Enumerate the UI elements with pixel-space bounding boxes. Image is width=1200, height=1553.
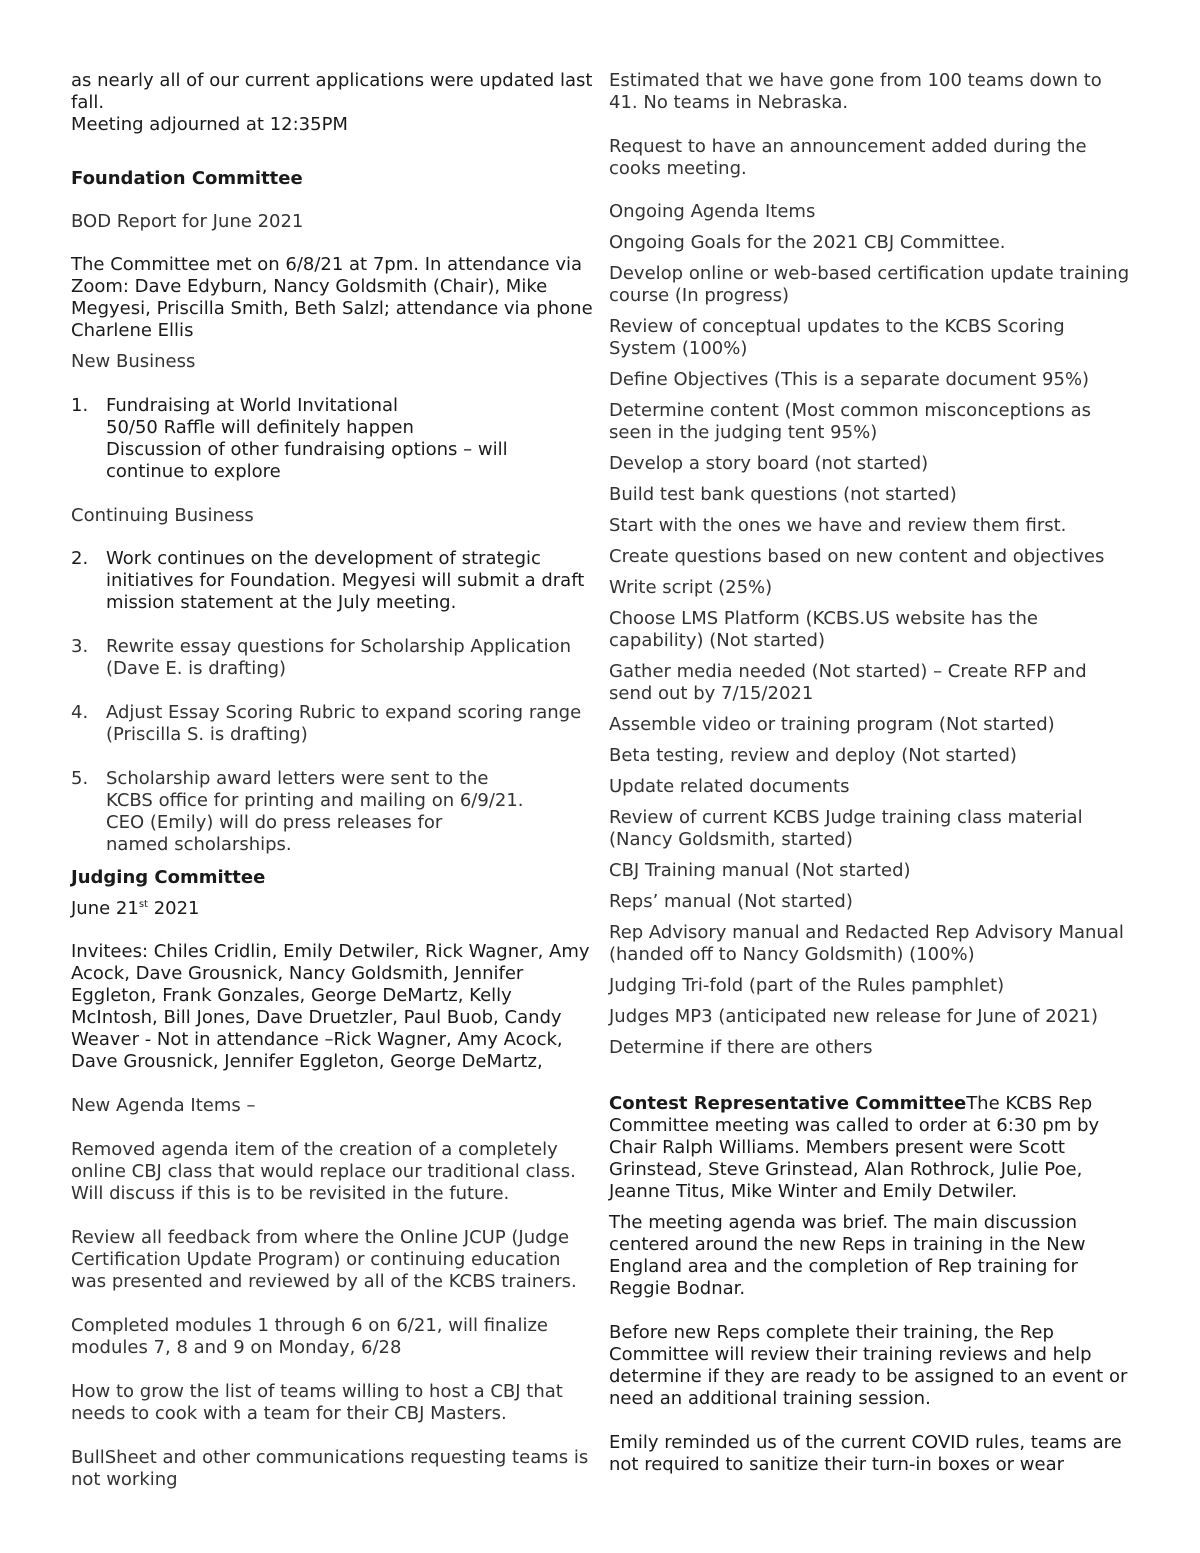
new-agenda-label: New Agenda Items – bbox=[71, 1095, 256, 1116]
list-item: Create questions based on new content and objectives bbox=[609, 546, 1105, 567]
foundation-heading: Foundation Committee bbox=[71, 168, 303, 189]
item-text: Fundraising at World Invitational bbox=[106, 395, 399, 416]
contest-paragraph: Before new Reps complete their training, the Rep Committee will review their training reviews and help determine if they are ready to be assigned to an event or need an additional training session. bbox=[609, 1322, 1128, 1409]
list-item: Gather media needed (Not started) – Create RFP and send out by 7/15/2021 bbox=[609, 661, 1087, 704]
item-text: Rewrite essay questions for Scholarship Application (Dave E. is drafting) bbox=[106, 636, 572, 679]
item-text: 50/50 Raffle will definitely happen bbox=[106, 417, 414, 438]
contest-paragraph: The meeting agenda was brief. The main discussion centered around the new Reps in training in the New England area and the completion of Rep training for Reggie Bodnar. bbox=[609, 1212, 1086, 1299]
list-item: Review of current KCBS Judge training class material (Nancy Goldsmith, started) bbox=[609, 807, 1083, 850]
item-text: CEO (Emily) will do press releases for named scholarships. bbox=[106, 812, 443, 855]
continuing-business-label: Continuing Business bbox=[71, 505, 254, 526]
list-item bbox=[71, 395, 593, 483]
list-item: Reps’ manual (Not started) bbox=[609, 891, 853, 912]
list-item: Ongoing Agenda Items bbox=[609, 201, 816, 222]
list-item bbox=[71, 636, 593, 680]
list-item: Choose LMS Platform (KCBS.US website has the capability) (Not started) bbox=[609, 608, 1038, 651]
intro-text: as nearly all of our current applications were updated last fall. bbox=[71, 70, 593, 113]
list-item: Rep Advisory manual and Redacted Rep Advisory Manual (handed off to Nancy Goldsmith) (100%) bbox=[609, 922, 1124, 965]
list-item: Judges MP3 (anticipated new release for June of 2021) bbox=[609, 1006, 1099, 1027]
adjourned-text: Meeting adjourned at 12:35PM bbox=[71, 114, 348, 135]
item-text: Scholarship award letters were sent to the bbox=[106, 768, 489, 789]
judging-date: June 21st 2021 bbox=[71, 898, 200, 919]
agenda-paragraph: Completed modules 1 through 6 on 6/21, will finalize modules 7, 8 and 9 on Monday, 6/28 bbox=[71, 1315, 548, 1358]
agenda-paragraph: Review all feedback from where the Online JCUP (Judge Certification Update Program) or continuing education was presented and reviewed by all of the KCBS trainers. bbox=[71, 1227, 577, 1292]
teams-estimate-text: Estimated that we have gone from 100 teams down to 41. No teams in Nebraska. bbox=[609, 70, 1102, 113]
list-item: Judging Tri-fold (part of the Rules pamphlet) bbox=[609, 975, 1005, 996]
item-text: Discussion of other fundraising options – will continue to explore bbox=[106, 439, 508, 482]
bod-report-text: BOD Report for June 2021 bbox=[71, 211, 304, 232]
item-number: 5. bbox=[71, 768, 89, 789]
announcement-request-text: Request to have an announcement added during the cooks meeting. bbox=[609, 136, 1087, 179]
list-item: Ongoing Goals for the 2021 CBJ Committee. bbox=[609, 232, 1006, 253]
agenda-paragraph: Removed agenda item of the creation of a completely online CBJ class that would replace our traditional class. Will discuss if this is to be revisited in the future. bbox=[71, 1139, 576, 1204]
invitees-text: Invitees: Chiles Cridlin, Emily Detwiler, Rick Wagner, Amy Acock, Dave Grousnick, Nancy Goldsmith, Jennifer Eggleton, Frank Gonzales, George DeMartz, Kelly McIntosh, Bill Jones, Dave Druetzler, Paul Buob, Candy Weaver - Not in attendance –Rick Wagner, Amy Acock, Dave Grousnick, Jennifer Eggleton, George DeMartz, bbox=[71, 941, 590, 1072]
judging-heading: Judging Committee bbox=[71, 867, 266, 888]
list-item: Update related documents bbox=[609, 776, 850, 797]
list-item: Develop a story board (not started) bbox=[609, 453, 929, 474]
contest-heading: Contest Representative Committee bbox=[609, 1093, 967, 1114]
list-item: Write script (25%) bbox=[609, 577, 773, 598]
left-column bbox=[71, 70, 593, 1491]
list-item bbox=[71, 548, 593, 614]
list-item: Beta testing, review and deploy (Not started) bbox=[609, 745, 1017, 766]
agenda-paragraph: How to grow the list of teams willing to host a CBJ that needs to cook with a team for their CBJ Masters. bbox=[71, 1381, 563, 1424]
list-item bbox=[71, 702, 593, 746]
list-item: Determine if there are others bbox=[609, 1037, 873, 1058]
new-business-label: New Business bbox=[71, 351, 196, 372]
list-item: Determine content (Most common misconceptions as seen in the judging tent 95%) bbox=[609, 400, 1091, 443]
right-column bbox=[609, 70, 1134, 1476]
agenda-paragraph: BullSheet and other communications requesting teams is not working bbox=[71, 1447, 589, 1490]
list-item: CBJ Training manual (Not started) bbox=[609, 860, 911, 881]
list-item: Develop online or web-based certification update training course (In progress) bbox=[609, 263, 1130, 306]
item-text: Adjust Essay Scoring Rubric to expand scoring range (Priscilla S. is drafting) bbox=[106, 702, 582, 745]
attendance-text: The Committee met on 6/8/21 at 7pm. In attendance via Zoom: Dave Edyburn, Nancy Goldsmith (Chair), Mike Megyesi, Priscilla Smith, Beth Salzl; attendance via phone Charlene Ellis bbox=[71, 254, 593, 341]
list-item: Define Objectives (This is a separate document 95%) bbox=[609, 369, 1090, 390]
item-number: 1. bbox=[71, 395, 89, 416]
list-item: Assemble video or training program (Not started) bbox=[609, 714, 1055, 735]
item-text: Work continues on the development of strategic initiatives for Foundation. Megyesi will submit a draft mission statement at the July meeting. bbox=[106, 548, 585, 613]
ongoing-agenda-list bbox=[609, 201, 1134, 1059]
contest-intro: Contest Representative CommitteeThe KCBS Rep Committee meeting was called to order at 6:30 pm by Chair Ralph Williams. Members present were Scott Grinstead, Steve Grinstead, Alan Rothrock, Julie Poe, Jeanne Titus, Mike Winter and Emily Detwiler. bbox=[609, 1093, 1100, 1202]
item-text: KCBS office for printing and mailing on 6/9/21. bbox=[106, 790, 524, 811]
item-number: 2. bbox=[71, 548, 89, 569]
list-item: Review of conceptual updates to the KCBS Scoring System (100%) bbox=[609, 316, 1065, 359]
list-item bbox=[71, 768, 593, 856]
list-item: Start with the ones we have and review them first. bbox=[609, 515, 1067, 536]
contest-paragraph: Emily reminded us of the current COVID rules, teams are not required to sanitize their turn-in boxes or wear bbox=[609, 1432, 1122, 1475]
item-number: 3. bbox=[71, 636, 89, 657]
item-number: 4. bbox=[71, 702, 89, 723]
list-item: Build test bank questions (not started) bbox=[609, 484, 957, 505]
